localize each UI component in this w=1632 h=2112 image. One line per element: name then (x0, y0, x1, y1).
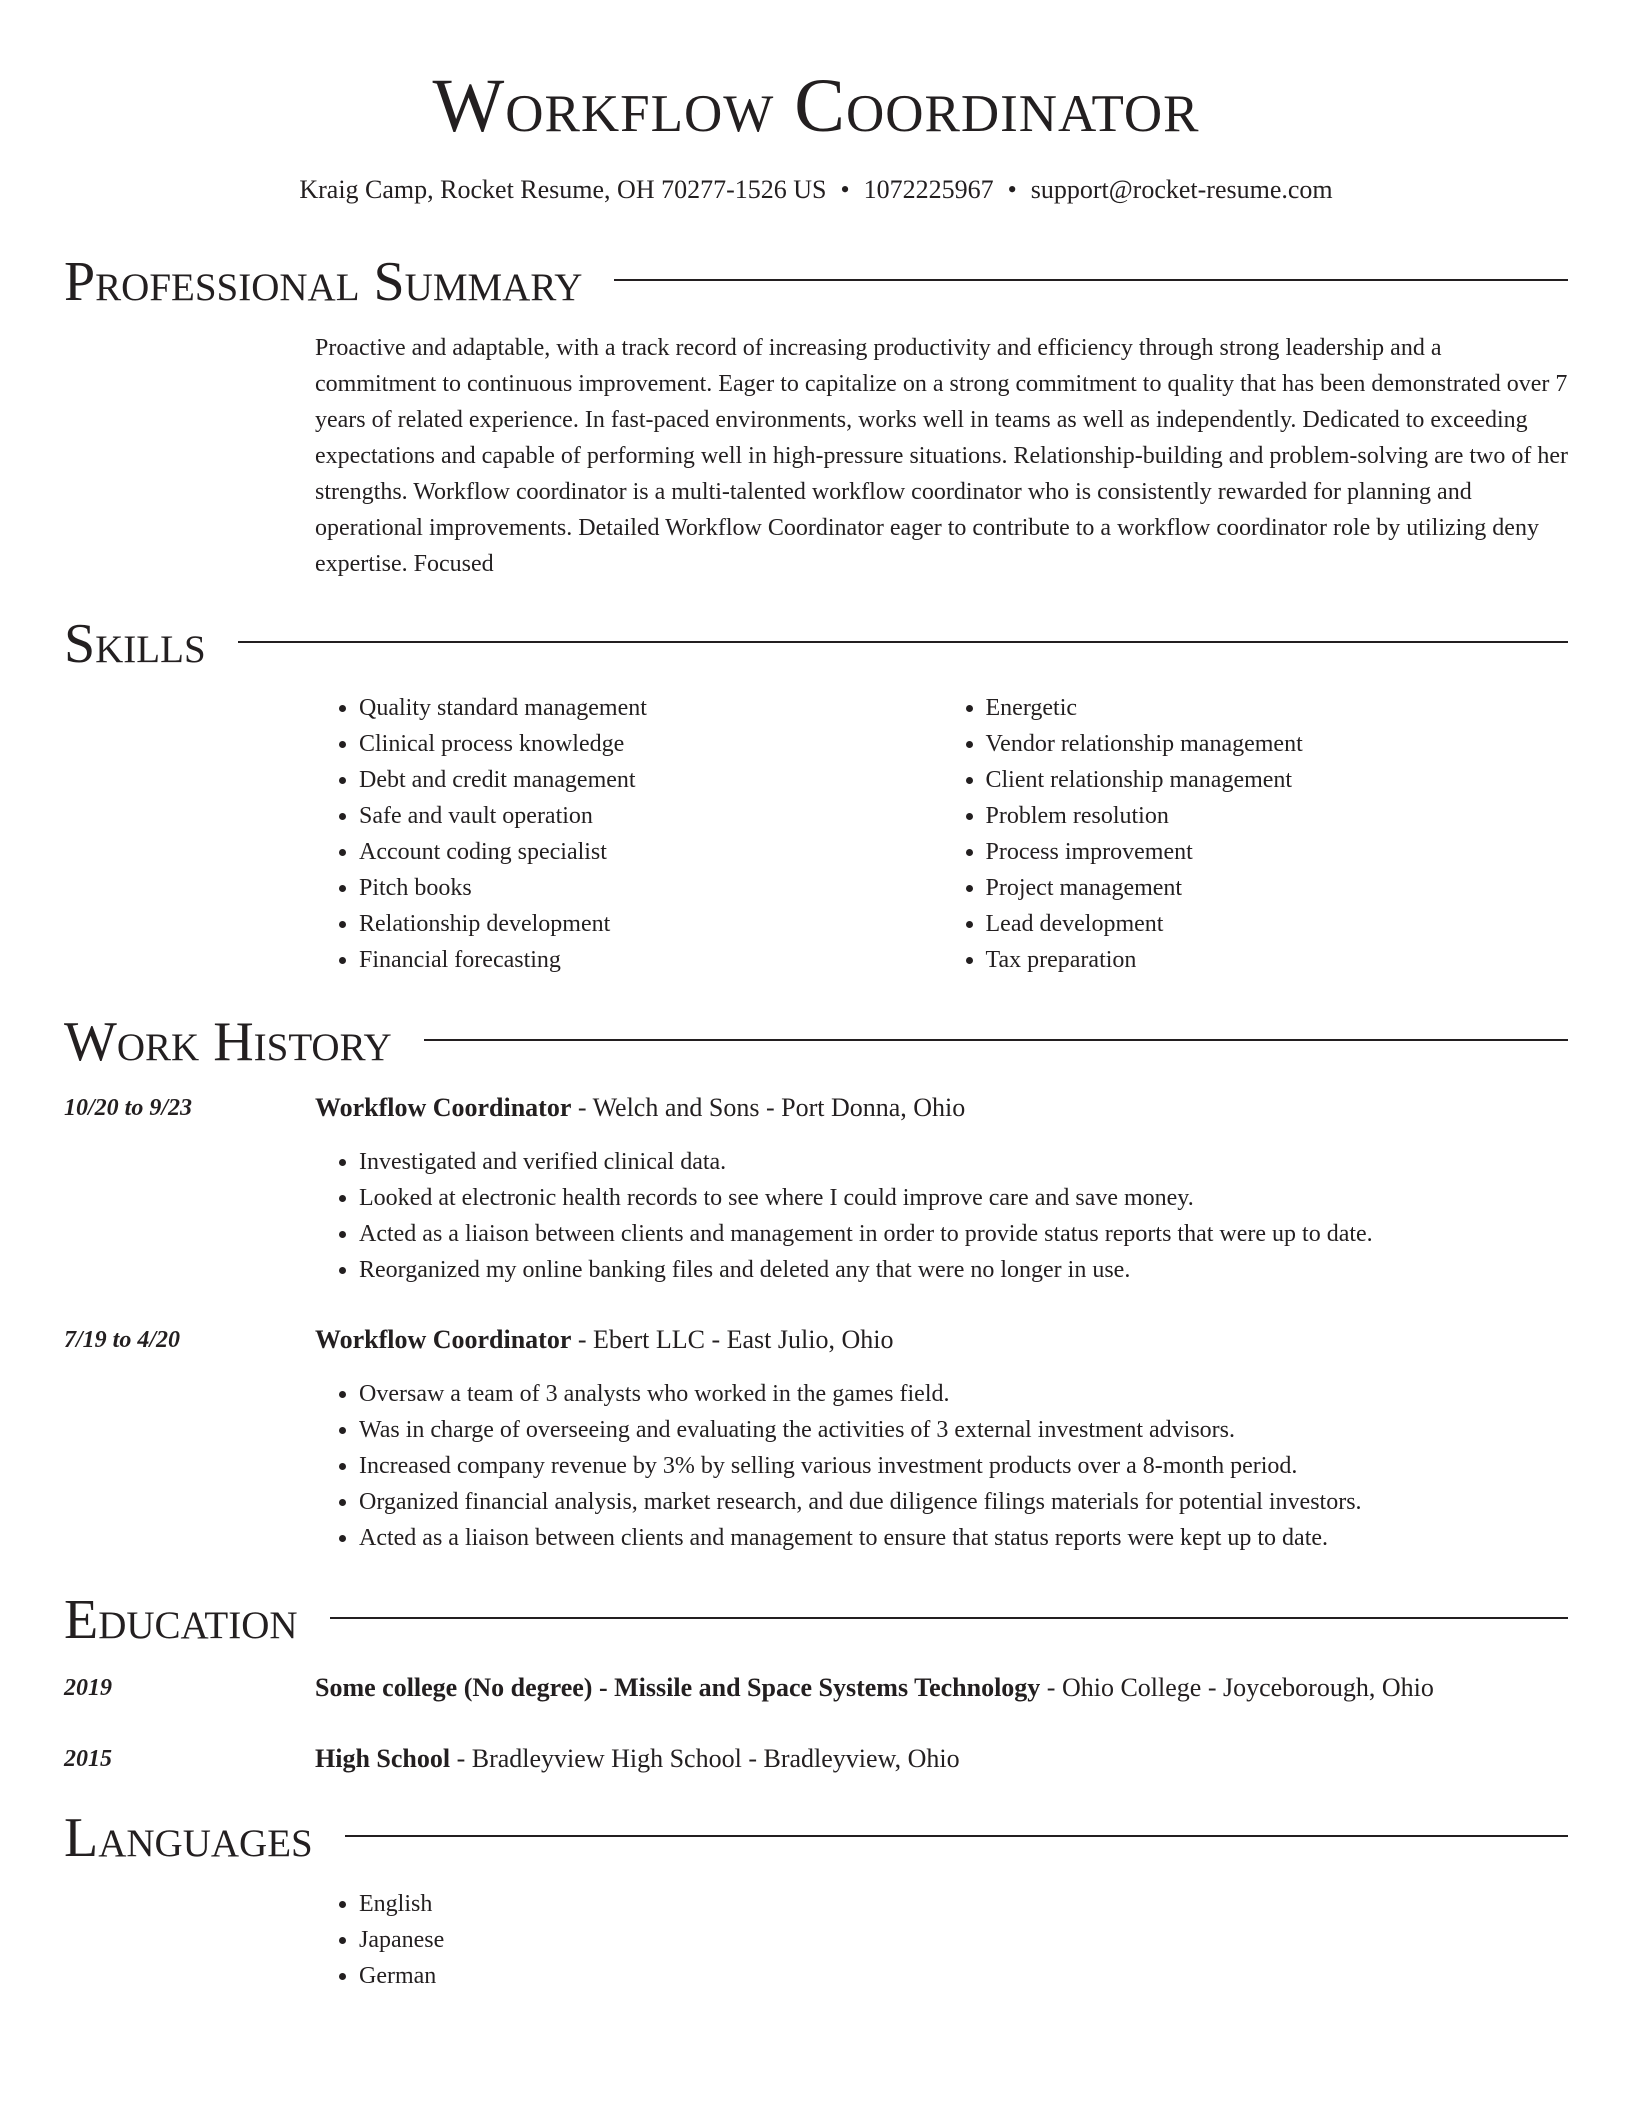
job-bullet: • Investigated and verified clinical data. (359, 1144, 1568, 1180)
section-divider (330, 1617, 1568, 1619)
education-year: 2019 (64, 1675, 112, 1701)
section-header (64, 612, 1568, 676)
job-bullet: • Increased company revenue by 3% by selling various investment products over a 8-month period. (359, 1448, 1568, 1484)
contact-separator: • (1007, 175, 1017, 204)
skills-list-left (315, 690, 942, 978)
section-divider (345, 1835, 1568, 1837)
contact-separator: • (840, 175, 850, 204)
section-divider (614, 279, 1568, 281)
section-header (64, 1806, 1568, 1870)
education-school: - Ohio College - Joyceborough, Ohio (1040, 1673, 1434, 1702)
education-school: - Bradleyview High School - Bradleyview, Ohio (450, 1744, 960, 1773)
skill-item: • Pitch books (359, 870, 942, 906)
job-bullet: • Acted as a liaison between clients and management in order to provide status reports that were up to date. (359, 1216, 1568, 1252)
skill-item: • Lead development (986, 906, 1569, 942)
job-title-line (315, 1090, 1568, 1126)
job-bullets (315, 1126, 1568, 1288)
education-line (315, 1741, 1568, 1777)
skill-item: • Energetic (986, 690, 1569, 726)
education-year: 2015 (64, 1746, 112, 1772)
section-divider (424, 1039, 1568, 1041)
languages-body (315, 1870, 1568, 1994)
skill-item: • Project management (986, 870, 1569, 906)
section-header (64, 250, 1568, 314)
job-bullet-list (315, 1144, 1568, 1288)
education-entry (64, 1741, 1568, 1777)
summary-body (315, 314, 1568, 582)
section-title: Languages (64, 1807, 313, 1869)
skill-item: • Tax preparation (986, 942, 1569, 978)
job-dates: 7/19 to 4/20 (64, 1327, 181, 1353)
skill-item: • Account coding specialist (359, 834, 942, 870)
skill-item: • Process improvement (986, 834, 1569, 870)
contact-phone: 1072225967 (863, 175, 994, 204)
skills-columns (315, 676, 1568, 978)
skill-item: • Relationship development (359, 906, 942, 942)
section-header (64, 1010, 1568, 1074)
job-role: Workflow Coordinator (315, 1325, 572, 1354)
skill-item: • Problem resolution (986, 798, 1569, 834)
job-bullet-list (315, 1376, 1568, 1556)
resume-page (64, 0, 1569, 1989)
job-bullet: • Acted as a liaison between clients and management to ensure that status reports were kept up to date. (359, 1520, 1568, 1556)
job-employer: - Ebert LLC - East Julio, Ohio (571, 1325, 894, 1354)
summary-section (64, 250, 1568, 582)
skill-item: • Clinical process knowledge (359, 726, 942, 762)
job-bullet: • Looked at electronic health records to see where I could improve care and save money. (359, 1180, 1568, 1216)
education-degree: Some college (No degree) - Missile and Space Systems Technology (315, 1673, 1041, 1702)
job-header (64, 1090, 1568, 1126)
contact-address: Kraig Camp, Rocket Resume, OH 70277-1526 US (299, 175, 827, 204)
job-role: Workflow Coordinator (315, 1093, 572, 1122)
job-bullets (315, 1358, 1568, 1556)
languages-section (64, 1806, 1568, 1994)
section-header (64, 1588, 1568, 1652)
skill-item: • Debt and credit management (359, 762, 942, 798)
education-entry (64, 1670, 1568, 1706)
languages-list (315, 1886, 1568, 1994)
language-item: • German (359, 1958, 1568, 1994)
skill-item: • Vendor relationship management (986, 726, 1569, 762)
contact-email: support@rocket-resume.com (1030, 175, 1333, 204)
education-degree: High School (315, 1744, 451, 1773)
job-bullet: • Reorganized my online banking files and deleted any that were no longer in use. (359, 1252, 1568, 1288)
language-item: • Japanese (359, 1922, 1568, 1958)
job-bullet: • Organized financial analysis, market research, and due diligence filings materials for potential investors. (359, 1484, 1568, 1520)
job-bullet: • Oversaw a team of 3 analysts who worked in the games field. (359, 1376, 1568, 1412)
section-title: Education (64, 1589, 298, 1651)
education-line (315, 1670, 1568, 1706)
skills-section (64, 612, 1568, 978)
skill-item: • Client relationship management (986, 762, 1569, 798)
job-employer: - Welch and Sons - Port Donna, Ohio (571, 1093, 966, 1122)
job-bullet: • Was in charge of overseeing and evaluating the activities of 3 external investment advisors. (359, 1412, 1568, 1448)
education-section (64, 1588, 1568, 1777)
section-title: Skills (64, 613, 206, 675)
section-divider (238, 641, 1568, 643)
job-entry (64, 1090, 1568, 1288)
summary-text: Proactive and adaptable, with a track record of increasing productivity and efficiency through strong leadership and a commitment to continuous improvement. Eager to capitalize on a strong commitment to quality that has been demonstrated over 7 years of related experience. In fast-paced environments, works well in teams as well as independently. Dedicated to exceeding expectations and capable of performing well in high-pressure situations. Relationship-building and problem-solving are two of her strengths. Workflow coordinator is a multi-talented workflow coordinator who is consistently rewarded for planning and operational improvements. Detailed Workflow Coordinator eager to contribute to a workflow coordinator role by utilizing deny expertise. Focused (315, 335, 1569, 577)
job-dates: 10/20 to 9/23 (64, 1095, 193, 1121)
candidate-title: Workflow Coordinator (432, 64, 1200, 148)
work-history-section (64, 1010, 1568, 1556)
contact-line (64, 172, 1568, 208)
job-entry (64, 1322, 1568, 1556)
job-header (64, 1322, 1568, 1358)
skills-list-right (942, 690, 1569, 978)
skill-item: • Quality standard management (359, 690, 942, 726)
skill-item: • Financial forecasting (359, 942, 942, 978)
job-title-line (315, 1322, 1568, 1358)
skill-item: • Safe and vault operation (359, 798, 942, 834)
section-title: Professional Summary (64, 251, 583, 313)
language-item: • English (359, 1886, 1568, 1922)
section-title: Work History (64, 1011, 392, 1073)
